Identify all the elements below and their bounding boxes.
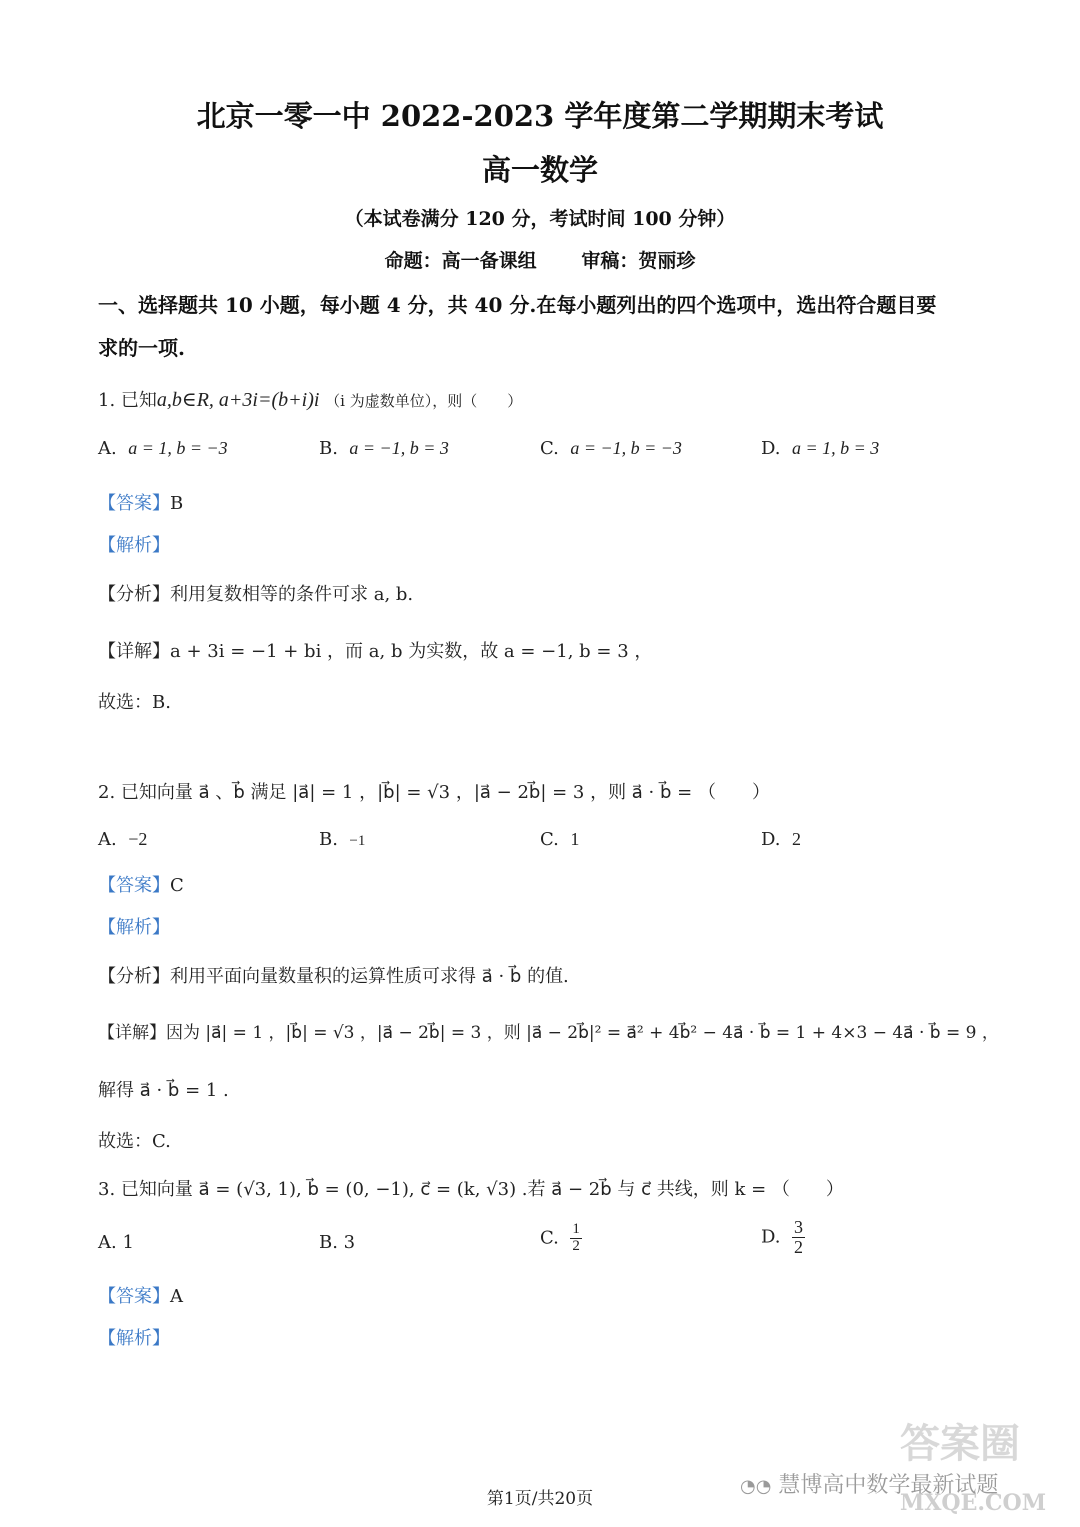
q1-analysis	[98, 580, 413, 606]
analysis-label: 【分析】	[98, 584, 170, 605]
q2-stem: 2. 已知向量 a⃗ 、b⃗ 满足 |a⃗| = 1 ，|b⃗| = √3 ，|a⃗ − 2b⃗| = 3 ，则 a⃗ · b⃗ = （ ）	[98, 782, 770, 803]
q2-option-b-value: −1	[349, 833, 366, 849]
q2-option-b-label: B.	[319, 829, 338, 850]
q1-stem-text: 1. 已知	[98, 390, 157, 411]
q1-option-c-label: C.	[540, 438, 559, 459]
q1-option-c	[540, 438, 682, 459]
q2-answer-value: C	[170, 875, 184, 896]
q3-option-c-denominator: 2	[572, 1237, 580, 1254]
q2-option-d-label: D.	[761, 829, 781, 850]
q2-option-d-value: 2	[791, 829, 801, 849]
q3-option-d-denominator: 2	[793, 1236, 803, 1257]
q3-answer-value: A	[170, 1286, 183, 1307]
q2-answer	[98, 871, 184, 897]
watermark-label: 慧博高中数学最新试题	[778, 1473, 999, 1498]
section-heading-line1: 一、选择题共 10 小题，每小题 4 分，共 40 分.在每小题列出的四个选项中，选出符合题目要	[98, 293, 937, 317]
q2-detail	[98, 1018, 999, 1043]
section-heading-line2: 求的一项.	[98, 336, 185, 360]
q3-option-a: A. 1	[98, 1232, 134, 1253]
q1-option-b-label: B.	[319, 438, 338, 459]
q2-analysis	[98, 962, 569, 988]
detail-label: 【详解】	[98, 1023, 166, 1043]
q3-option-c	[540, 1222, 582, 1255]
q3-option-c-label: C.	[540, 1227, 559, 1249]
watermark-site: MXQE.COM	[900, 1490, 1047, 1516]
q2-analysis-heading: 【解析】	[98, 917, 170, 938]
answer-label: 【答案】	[98, 1286, 170, 1307]
q2-option-a-label: A.	[98, 829, 117, 850]
q3-option-d-fraction	[792, 1218, 805, 1257]
exam-title: 北京一零一中 2022-2023 学年度第二学期期末考试	[196, 99, 884, 133]
q3-option-c-numerator: 1	[572, 1221, 580, 1237]
q2-option-a-value: −2	[128, 829, 148, 849]
q1-option-d	[761, 438, 879, 459]
q2-conclusion: 故选：C.	[98, 1131, 171, 1152]
q2-detail-text: 因为 |a⃗| = 1 ，|b⃗| = √3 ，|a⃗ − 2b⃗| = 3 ，则 |a⃗ − 2b⃗|² = a⃗² + 4b⃗² − 4a⃗ · b⃗ = 1 + 4×3 − 4a⃗ · b⃗ = 9 ，	[166, 1023, 999, 1043]
q1-conclusion: 故选：B.	[98, 692, 171, 713]
page-footer: 第1页/共20页	[486, 1489, 594, 1509]
q3-option-c-fraction	[570, 1222, 582, 1255]
q1-analysis-text: 利用复数相等的条件可求 a, b.	[170, 584, 414, 605]
q3-option-d	[761, 1218, 805, 1257]
q2-solve: 解得 a⃗ · b⃗ = 1 .	[98, 1080, 229, 1101]
watermark-logo: 答案圈	[900, 1420, 1020, 1467]
q1-analysis-heading: 【解析】	[98, 535, 170, 556]
q1-option-a-value: a = 1, b = −3	[128, 438, 228, 458]
q3-option-d-label: D.	[761, 1226, 781, 1248]
q1-note: （i 为虚数单位），则（ ）	[325, 392, 523, 410]
q2-option-d	[761, 829, 801, 850]
q2-option-a	[98, 829, 147, 850]
reviewer: 审稿：贺丽珍	[581, 250, 696, 272]
answer-label: 【答案】	[98, 493, 170, 514]
q3-stem: 3. 已知向量 a⃗ = (√3, 1), b⃗ = (0, −1), c⃗ = (k, √3) .若 a⃗ − 2b⃗ 与 c⃗ 共线，则 k = （ ）	[98, 1179, 844, 1200]
q3-option-d-numerator: 3	[793, 1217, 803, 1237]
q1-stem-math: a,b∈R, a+3i=(b+i)i	[156, 389, 320, 411]
q3-analysis-heading: 【解析】	[98, 1328, 170, 1349]
authors	[0, 246, 1080, 273]
q2-option-c-value: 1	[570, 829, 580, 849]
q3-answer	[98, 1282, 183, 1308]
q2-option-c-label: C.	[540, 829, 559, 850]
exam-info: （本试卷满分 120 分，考试时间 100 分钟）	[344, 208, 736, 230]
subject-title: 高一数学	[481, 153, 598, 187]
analysis-label: 【分析】	[98, 966, 170, 987]
detail-label: 【详解】	[98, 641, 170, 662]
q1-option-b-value: a = −1, b = 3	[349, 438, 449, 458]
q1-answer	[98, 489, 183, 515]
q1-stem	[98, 386, 522, 412]
q1-option-a-label: A.	[98, 438, 117, 459]
composer: 命题：高一备课组	[384, 250, 537, 272]
q2-option-c	[540, 829, 579, 850]
q1-answer-value: B	[170, 493, 184, 514]
q1-option-d-label: D.	[761, 438, 781, 459]
q2-option-b	[319, 829, 365, 850]
answer-label: 【答案】	[98, 875, 170, 896]
wechat-icon: ◔◔	[740, 1476, 772, 1497]
q1-option-a	[98, 438, 228, 459]
q2-analysis-text: 利用平面向量数量积的运算性质可求得 a⃗ · b⃗ 的值.	[170, 966, 569, 987]
q1-option-c-value: a = −1, b = −3	[570, 438, 682, 458]
q1-option-d-value: a = 1, b = 3	[791, 438, 880, 458]
q1-option-b	[319, 438, 449, 459]
q3-option-b: B. 3	[319, 1232, 356, 1253]
q1-detail	[98, 637, 652, 663]
q1-detail-text: a + 3i = −1 + bi ，而 a, b 为实数，故 a = −1, b = 3 ，	[170, 641, 653, 662]
